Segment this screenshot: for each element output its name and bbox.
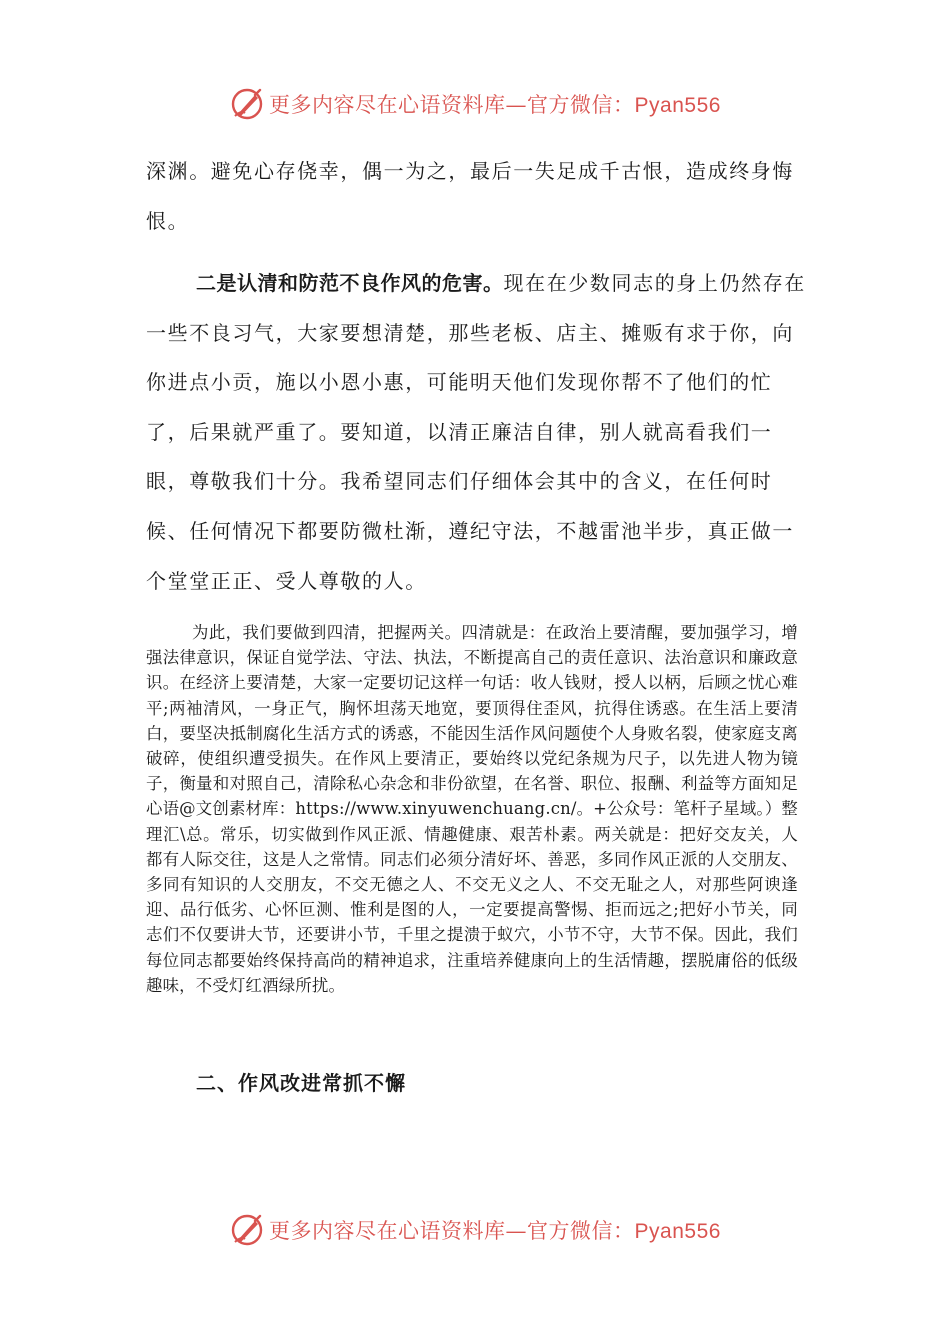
quill-pen-logo-icon — [229, 86, 265, 122]
header-banner — [0, 84, 950, 124]
paragraph-2-lead: 二是认清和防范不良作风的危害。 — [196, 271, 504, 295]
paragraph-2-body: 现在在少数同志的身上仍然存在一些不良习气，大家要想清楚，那些老板、店主、摊贩有求于你，向你进点小贡，施以小恩小惠，可能明天他们发现你帮不了他们的忙了，后果就严重了。要知道，以清正廉洁自律，别人就高看我们一眼，尊敬我们十分。我希望同志们仔细体会其中的含义，在任何时候、任何情况下都要防微杜渐，遵纪守法，不越雷池半步，真正做一个堂堂正正、受人尊敬的人。 — [146, 271, 806, 593]
wechat-id: Pyan556 — [634, 1220, 721, 1243]
banner-text: 更多内容尽在心语资料库—官方微信：Pyan556 — [269, 93, 721, 117]
paragraph-1: 深渊。避免心存侥幸，偶一为之，最后一失足成千古恨，造成终身悔恨。 — [146, 159, 794, 233]
paragraph-2 — [146, 259, 806, 606]
quill-pen-logo-icon — [229, 1212, 265, 1248]
footer-banner — [0, 1210, 950, 1250]
section-heading: 二、作风改进常抓不懈 — [196, 1071, 406, 1095]
banner-text: 更多内容尽在心语资料库—官方微信：Pyan556 — [269, 1219, 721, 1243]
wechat-id: Pyan556 — [634, 94, 721, 117]
paragraph-3: 为此，我们要做到四清，把握两关。四清就是：在政治上要清醒，要加强学习，增强法律意识，保证自觉学法、守法、执法，不断提高自己的责任意识、法治意识和廉政意识。在经济上要清楚，大家一定要切记这样一句话：收人钱财，授人以柄，后顾之忧心难平;两袖清风，一身正气，胸怀坦荡天地宽，要顶得住歪风，抗得住诱惑。在生活上要清白，要坚决抵制腐化生活方式的诱惑，不能因生活作风问题使个人身败名裂，使家庭支离破碎，使组织遭受损失。在作风上要清正，要始终以党纪条规为尺子，以先进人物为镜子，衡量和对照自己，清除私心杂念和非份欲望，在名誉、职位、报酬、利益等方面知足心语@文创素材库：https://www.xinyuwenchuang.cn/。+公众号：笔杆子星域。）整理汇\总。常乐，切实做到作风正派、情趣健康、艰苦朴素。两关就是：把好交友关，人都有人际交往，这是人之常情。同志们必须分清好坏、善恶，多同作风正派的人交朋友、多同有知识的人交朋友，不交无德之人、不交无义之人、不交无耻之人，对那些阿谀逢迎、品行低劣、心怀叵测、惟利是图的人，一定要提高警惕、拒而远之;把好小节关，同志们不仅要讲大节，还要讲小节，千里之提溃于蚁穴，小节不守，大节不保。因此，我们每位同志都要始终保持高尚的精神追求，注重培养健康向上的生活情趣，摆脱庸俗的低级趣味，不受灯红酒绿所扰。 — [146, 623, 799, 995]
